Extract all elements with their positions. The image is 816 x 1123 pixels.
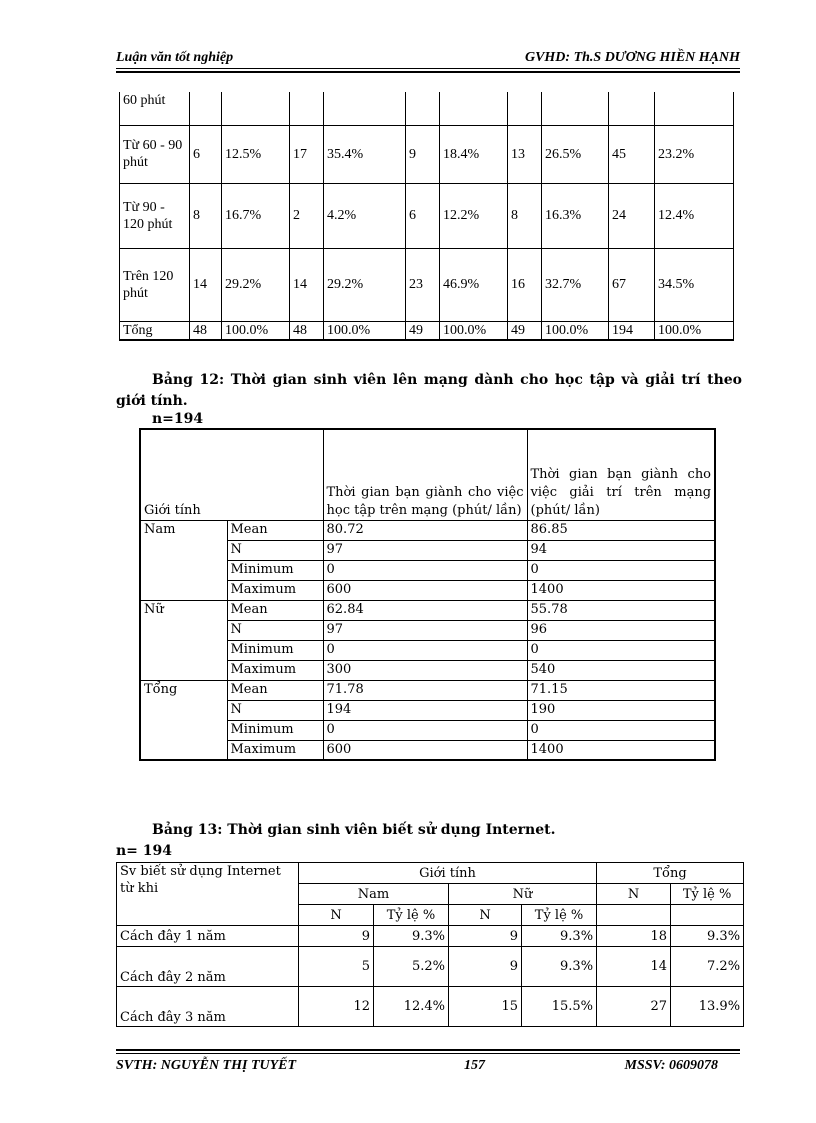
cell: 49 — [508, 321, 542, 340]
cell: 9.3% — [374, 926, 449, 947]
cell: 300 — [323, 660, 527, 680]
row-label: 60 phút — [120, 92, 190, 125]
table13-caption: Bảng 13: Thời gian sinh viên biết sử dụng Internet. — [152, 822, 556, 838]
cell: 194 — [323, 700, 527, 720]
cell: 45 — [609, 125, 655, 183]
header-rule — [116, 68, 740, 69]
table12 — [139, 428, 716, 761]
cell: 46.9% — [440, 248, 508, 321]
header-rule-thick — [116, 71, 740, 73]
cell: 100.0% — [222, 321, 290, 340]
total-header: Tổng — [597, 863, 744, 884]
cell: 23 — [406, 248, 440, 321]
row-header: Sv biết sử dụng Internet từ khi — [117, 863, 299, 926]
footer-student: SVTH: NGUYỄN THỊ TUYẾT — [116, 1058, 297, 1073]
cell: 7.2% — [671, 947, 744, 987]
table-row — [117, 926, 744, 947]
footer-rule-thick — [116, 1049, 740, 1051]
table-row — [117, 987, 744, 1027]
row-label: Cách đây 2 năm — [117, 947, 299, 987]
cell: 14 — [290, 248, 324, 321]
cell — [440, 92, 508, 125]
cell: 48 — [290, 321, 324, 340]
cell: 14 — [597, 947, 671, 987]
header-advisor: GVHD: Th.S DƯƠNG HIỀN HẠNH — [524, 50, 740, 65]
table-row — [140, 640, 715, 660]
stat-label: Maximum — [227, 660, 323, 680]
table12-caption: Bảng 12: Thời gian sinh viên lên mạng dành cho học tập và giải trí theo giới tính. — [116, 372, 742, 409]
footer-rule — [116, 1053, 740, 1054]
cell: 18.4% — [440, 125, 508, 183]
group-label: Tổng — [140, 680, 227, 760]
female-header: Nữ — [449, 884, 597, 905]
table-row — [140, 580, 715, 600]
cell: 15 — [449, 987, 522, 1027]
cell — [324, 92, 406, 125]
table-header-row — [140, 429, 715, 520]
cell — [542, 92, 609, 125]
table-row — [140, 540, 715, 560]
table-row — [140, 620, 715, 640]
cell: 32.7% — [542, 248, 609, 321]
cell: 9.3% — [522, 947, 597, 987]
cell: 9 — [406, 125, 440, 183]
table-row — [120, 248, 734, 321]
stat-label: N — [227, 620, 323, 640]
gender-header: Giới tính — [140, 429, 323, 520]
table-header-row — [117, 863, 744, 884]
cell: 12.5% — [222, 125, 290, 183]
male-n-header: N — [299, 905, 374, 926]
cell: 16 — [508, 248, 542, 321]
table-row — [120, 125, 734, 183]
table-row — [140, 600, 715, 620]
gender-header: Giới tính — [299, 863, 597, 884]
cell: 13.9% — [671, 987, 744, 1027]
cell: 67 — [609, 248, 655, 321]
cell: 0 — [527, 560, 715, 580]
cell: 94 — [527, 540, 715, 560]
group-label: Nữ — [140, 600, 227, 680]
cell: 6 — [190, 125, 222, 183]
stat-label: N — [227, 700, 323, 720]
cell: 100.0% — [542, 321, 609, 340]
cell: 16.7% — [222, 183, 290, 248]
cell: 27 — [597, 987, 671, 1027]
table-row — [120, 183, 734, 248]
cell: 16.3% — [542, 183, 609, 248]
female-n-header: N — [449, 905, 522, 926]
cell: 600 — [323, 740, 527, 760]
cell: 14 — [190, 248, 222, 321]
cell: 12 — [299, 987, 374, 1027]
page-footer — [116, 1058, 740, 1078]
row-label: Từ 90 - 120 phút — [120, 183, 190, 248]
cell: 71.15 — [527, 680, 715, 700]
total-n-header: N — [597, 884, 671, 905]
stat-label: N — [227, 540, 323, 560]
cell: 55.78 — [527, 600, 715, 620]
stat-label: Mean — [227, 680, 323, 700]
table12-n: n=194 — [152, 411, 204, 427]
cell — [290, 92, 324, 125]
table-row — [140, 520, 715, 540]
male-pct-header: Tỷ lệ % — [374, 905, 449, 926]
stat-label: Maximum — [227, 580, 323, 600]
cell: 35.4% — [324, 125, 406, 183]
header-thesis-title: Luận văn tốt nghiệp — [116, 50, 234, 65]
cell — [508, 92, 542, 125]
total-pct-header: Tỷ lệ % — [671, 884, 744, 905]
male-header: Nam — [299, 884, 449, 905]
cell: 0 — [323, 720, 527, 740]
cell — [609, 92, 655, 125]
table-row — [117, 947, 744, 987]
cell: 86.85 — [527, 520, 715, 540]
cell: 1400 — [527, 580, 715, 600]
cell: 100.0% — [440, 321, 508, 340]
cell: 190 — [527, 700, 715, 720]
cell: 71.78 — [323, 680, 527, 700]
cell: 8 — [508, 183, 542, 248]
cell: 26.5% — [542, 125, 609, 183]
cell: 100.0% — [324, 321, 406, 340]
table-prev — [119, 92, 734, 341]
female-pct-header: Tỷ lệ % — [522, 905, 597, 926]
cell: 2 — [290, 183, 324, 248]
cell — [190, 92, 222, 125]
cell — [597, 905, 671, 926]
stat-label: Mean — [227, 600, 323, 620]
cell: 18 — [597, 926, 671, 947]
row-label: Trên 120 phút — [120, 248, 190, 321]
stat-label: Minimum — [227, 720, 323, 740]
cell: 49 — [406, 321, 440, 340]
cell: 194 — [609, 321, 655, 340]
cell — [406, 92, 440, 125]
cell: 0 — [323, 640, 527, 660]
stat-label: Minimum — [227, 560, 323, 580]
cell: 100.0% — [655, 321, 734, 340]
table-row — [140, 700, 715, 720]
cell: 48 — [190, 321, 222, 340]
cell: 4.2% — [324, 183, 406, 248]
cell: 9 — [299, 926, 374, 947]
stat-label: Mean — [227, 520, 323, 540]
cell: 5.2% — [374, 947, 449, 987]
table-row — [140, 560, 715, 580]
table-row — [140, 680, 715, 700]
cell: 34.5% — [655, 248, 734, 321]
cell: 12.4% — [374, 987, 449, 1027]
row-label: Cách đây 1 năm — [117, 926, 299, 947]
footer-student-id: MSSV: 0609078 — [624, 1058, 718, 1073]
cell: 5 — [299, 947, 374, 987]
group-label: Nam — [140, 520, 227, 600]
leisure-time-header: Thời gian bạn giành cho việc giải trí trên mạng (phút/ lần) — [527, 429, 715, 520]
study-time-header: Thời gian bạn giành cho việc học tập trên mạng (phút/ lần) — [323, 429, 527, 520]
cell: 0 — [323, 560, 527, 580]
page-number: 157 — [464, 1058, 485, 1073]
cell: 17 — [290, 125, 324, 183]
table13-n: n= 194 — [116, 843, 173, 859]
table-row — [120, 92, 734, 125]
cell: 0 — [527, 640, 715, 660]
cell: 9.3% — [671, 926, 744, 947]
cell: 9.3% — [522, 926, 597, 947]
stat-label: Minimum — [227, 640, 323, 660]
page-header — [116, 50, 740, 70]
cell: 96 — [527, 620, 715, 640]
cell: 23.2% — [655, 125, 734, 183]
cell: 80.72 — [323, 520, 527, 540]
cell: 1400 — [527, 740, 715, 760]
cell: 97 — [323, 620, 527, 640]
cell: 540 — [527, 660, 715, 680]
cell: 62.84 — [323, 600, 527, 620]
cell — [671, 905, 744, 926]
table-row — [140, 720, 715, 740]
cell: 13 — [508, 125, 542, 183]
cell: 24 — [609, 183, 655, 248]
cell — [222, 92, 290, 125]
cell: 12.2% — [440, 183, 508, 248]
table13 — [116, 862, 744, 1027]
cell: 8 — [190, 183, 222, 248]
cell — [655, 92, 734, 125]
cell: 12.4% — [655, 183, 734, 248]
cell: 29.2% — [324, 248, 406, 321]
row-label: Cách đây 3 năm — [117, 987, 299, 1027]
row-label: Tổng — [120, 321, 190, 340]
cell: 9 — [449, 926, 522, 947]
cell: 29.2% — [222, 248, 290, 321]
cell: 6 — [406, 183, 440, 248]
cell: 9 — [449, 947, 522, 987]
cell: 600 — [323, 580, 527, 600]
cell: 97 — [323, 540, 527, 560]
table-row — [140, 660, 715, 680]
cell: 0 — [527, 720, 715, 740]
cell: 15.5% — [522, 987, 597, 1027]
table-row — [140, 740, 715, 760]
row-label: Từ 60 - 90 phút — [120, 125, 190, 183]
table-row-total — [120, 321, 734, 340]
stat-label: Maximum — [227, 740, 323, 760]
